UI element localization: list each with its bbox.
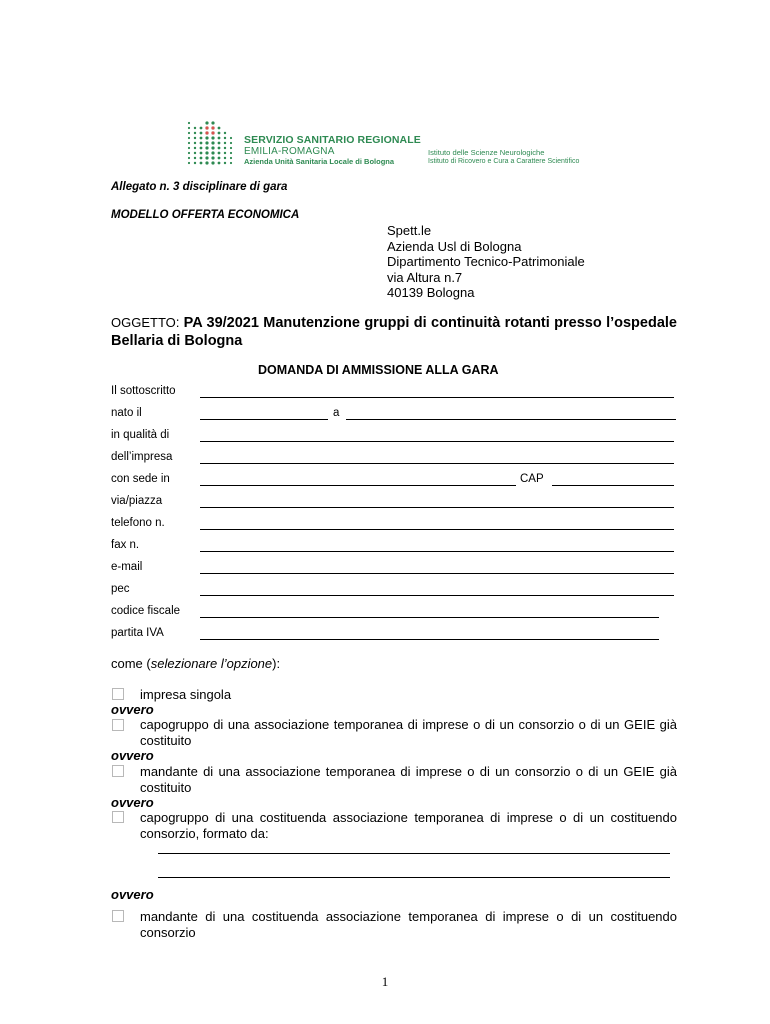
sottoscritto-input-line[interactable] — [200, 397, 674, 398]
page-number: 1 — [381, 974, 389, 989]
field-label: in qualità di — [111, 429, 170, 441]
ssr-azienda: Azienda Unità Sanitaria Locale di Bologna — [244, 157, 395, 166]
option-label: capogruppo di una costituenda associazione temporanea di imprese o di un costituendo consorzio, formato da: — [140, 810, 677, 841]
birth-date-input-line[interactable] — [200, 419, 328, 420]
field-label: dell’impresa — [111, 451, 173, 463]
option-checkbox-capogruppo-costituenda[interactable] — [112, 811, 124, 823]
ssr-title: SERVIZIO SANITARIO REGIONALE — [244, 134, 421, 146]
institute-name: Istituto delle Scienze Neurologiche — [428, 148, 545, 157]
field-impresa — [111, 451, 677, 465]
vat-input-line[interactable] — [200, 639, 659, 640]
field-email — [111, 561, 677, 575]
field-codice-fiscale — [111, 605, 677, 619]
recipient-line: Dipartimento Tecnico-Patrimoniale — [387, 254, 585, 269]
recipient-line: via Altura n.7 — [387, 269, 463, 285]
field-label: pec — [111, 583, 130, 595]
field-label: e-mail — [111, 561, 143, 573]
select-prompt — [111, 656, 280, 671]
option-label: capogruppo di una associazione temporanea di imprese o di un consorzio o di un GEIE già costituito — [140, 717, 677, 748]
field-pec — [111, 583, 677, 597]
or-separator: ovvero — [111, 795, 154, 810]
ssr-region: EMILIA-ROMAGNA — [244, 146, 335, 157]
or-separator: ovvero — [111, 748, 154, 763]
recipient-line: Azienda Usl di Bologna — [387, 238, 522, 254]
option-label: mandante di una associazione temporanea di imprese o di un consorzio o di un GEIE già costituito — [140, 764, 677, 795]
option-checkbox-capogruppo-costituito[interactable] — [112, 719, 124, 731]
field-label: Il sottoscritto — [111, 385, 176, 397]
prompt-text: come ( — [111, 656, 151, 671]
field-sottoscritto — [111, 385, 677, 399]
field-fax — [111, 539, 677, 553]
phone-input-line[interactable] — [200, 529, 674, 530]
subject-paragraph: OGGETTO: PA 39/2021 Manutenzione gruppi di continuità rotanti presso l’ospedale Bellaria di Bologna — [111, 315, 677, 349]
option-checkbox-mandante-costituenda[interactable] — [112, 910, 124, 922]
attachment-label: Allegato n. 3 disciplinare di gara — [111, 181, 288, 193]
members-input-line[interactable] — [158, 853, 670, 854]
field-label: nato il — [111, 407, 142, 419]
model-title: MODELLO OFFERTA ECONOMICA — [111, 209, 300, 221]
field-label: codice fiscale — [111, 605, 181, 617]
prompt-italic: selezionare l’opzione — [150, 656, 273, 671]
or-separator: ovvero — [111, 887, 154, 902]
option-label: impresa singola — [140, 687, 232, 702]
field-qualita — [111, 429, 677, 443]
field-label: partita IVA — [111, 627, 164, 639]
field-label: fax n. — [111, 539, 140, 551]
field-sede — [111, 473, 677, 487]
members-input-line[interactable] — [158, 877, 670, 878]
company-input-line[interactable] — [200, 463, 674, 464]
prompt-text: ): — [272, 656, 281, 671]
role-input-line[interactable] — [200, 441, 674, 442]
option-checkbox-mandante-costituito[interactable] — [112, 765, 124, 777]
city-input-line[interactable] — [200, 485, 516, 486]
recipient-address — [387, 223, 585, 301]
recipient-line: Spett.le — [387, 223, 432, 238]
option-checkbox-impresa-singola[interactable] — [112, 688, 124, 700]
field-nato — [111, 407, 677, 421]
tax-code-input-line[interactable] — [200, 617, 659, 618]
institute-subtitle: Istituto di Ricovero e Cura a Carattere Scientifico — [428, 158, 580, 165]
form-title: DOMANDA DI AMMISSIONE ALLA GARA — [258, 363, 499, 377]
or-separator: ovvero — [111, 702, 154, 717]
field-via — [111, 495, 677, 509]
email-input-line[interactable] — [200, 573, 674, 574]
recipient-line: 40139 Bologna — [387, 285, 475, 300]
option-label: mandante di una costituenda associazione temporanea di imprese o di un costituendo consorzio — [140, 909, 677, 940]
cap-input-line[interactable] — [552, 485, 674, 486]
field-label: a — [333, 407, 340, 419]
birth-place-input-line[interactable] — [346, 419, 676, 420]
field-telefono — [111, 517, 677, 531]
subject-text: PA 39/2021 Manutenzione gruppi di continuità rotanti presso l’ospedale Bellaria di Bologna — [111, 315, 677, 349]
fax-input-line[interactable] — [200, 551, 674, 552]
field-label: via/piazza — [111, 495, 163, 507]
field-label: telefono n. — [111, 517, 165, 529]
pec-input-line[interactable] — [200, 595, 674, 596]
field-partita-iva — [111, 627, 677, 641]
field-label: con sede in — [111, 473, 170, 485]
subject-label: OGGETTO — [111, 315, 176, 330]
field-label: CAP — [520, 473, 544, 485]
street-input-line[interactable] — [200, 507, 674, 508]
dotted-grid-logo-icon — [186, 120, 236, 166]
